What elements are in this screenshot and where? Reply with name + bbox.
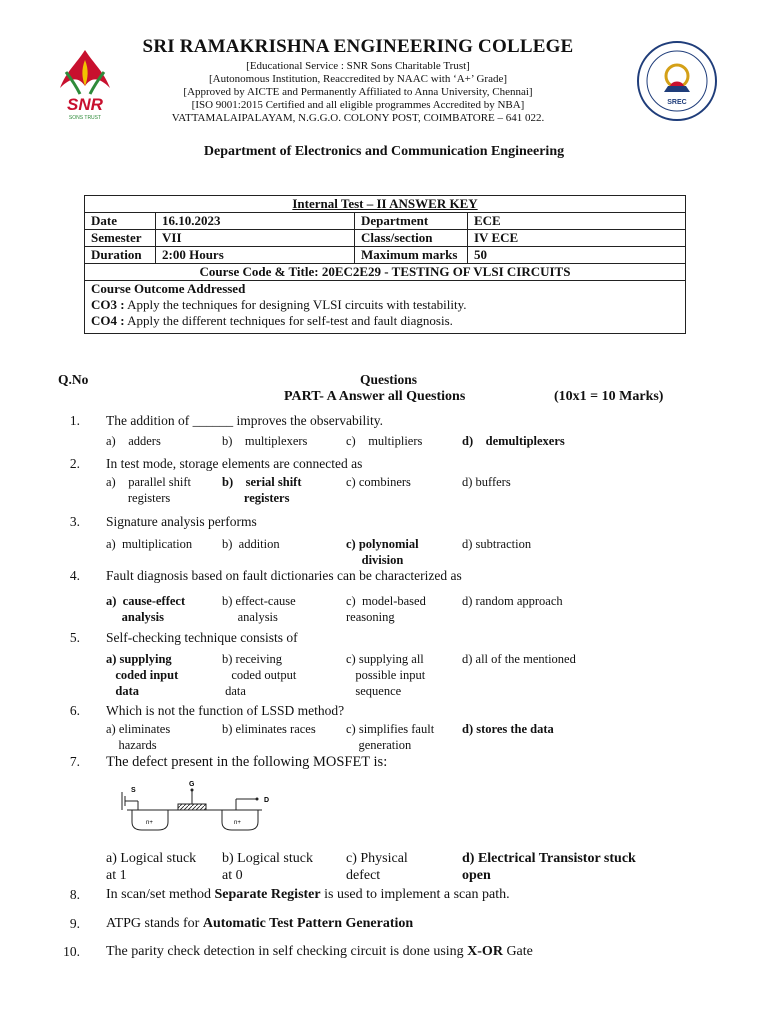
n-plus-right: n+	[234, 820, 241, 826]
class-label: Class/section	[355, 230, 468, 247]
college-logo	[46, 42, 124, 120]
option-b: b) effect-cause analysis	[222, 594, 296, 624]
option-d: d) Electrical Transistor stuck open	[462, 851, 636, 883]
department-value: ECE	[468, 213, 686, 230]
co-heading: Course Outcome Addressed	[91, 281, 246, 296]
option-c: c) Physical defect	[346, 851, 408, 883]
question-text	[106, 887, 510, 903]
option-b: b) serial shift registers	[222, 475, 302, 505]
duration-label: Duration	[85, 247, 156, 264]
question-number: 4.	[69, 568, 80, 583]
question-fragment: ATPG stands for	[106, 916, 203, 931]
option-b: b) receiving coded output data	[222, 652, 297, 698]
question-fragment: is used to implement a scan path.	[320, 887, 510, 902]
co3-label: CO3 :	[91, 297, 125, 312]
question-fragment: In scan/set method	[106, 887, 215, 902]
option-d: d) demultiplexers	[462, 434, 565, 448]
option-b: b) multiplexers	[222, 434, 308, 448]
question-number: 2.	[69, 456, 80, 471]
option-d: d) subtraction	[462, 537, 532, 551]
svg-text:SREC: SREC	[667, 99, 687, 106]
mosfet-figure	[112, 778, 282, 840]
marks-value: 50	[468, 247, 686, 264]
question-number: 1.	[69, 413, 80, 428]
answer-text: X-OR	[467, 944, 503, 959]
course-outcomes	[85, 281, 686, 334]
test-info-table	[84, 195, 686, 334]
question-number: 5.	[69, 630, 80, 645]
question-number: 3.	[69, 514, 80, 529]
option-a: a) supplying coded input data	[106, 652, 179, 698]
college-seal	[636, 40, 718, 122]
question-number: 9.	[69, 916, 80, 931]
question-text	[106, 916, 413, 932]
marks-label: Maximum marks	[355, 247, 468, 264]
option-d: d) buffers	[462, 475, 511, 489]
duration-value: 2:00 Hours	[156, 247, 355, 264]
option-c: c) multipliers	[346, 434, 423, 448]
drain-label: D	[264, 797, 270, 804]
option-a: a) multiplication	[106, 537, 193, 551]
option-d: d) all of the mentioned	[462, 652, 576, 666]
svg-text:SONS TRUST: SONS TRUST	[68, 115, 102, 120]
option-a: a) eliminates hazards	[106, 722, 171, 752]
question-text: Signature analysis performs	[106, 514, 257, 529]
option-c: c) model-based reasoning	[346, 594, 426, 624]
header-line-1: [Educational Service : SNR Sons Charitable Trust]	[246, 60, 470, 72]
semester-value: VII	[156, 230, 355, 247]
option-a: a) cause-effect analysis	[106, 594, 186, 624]
option-c: c) combiners	[346, 475, 411, 489]
answer-text: Automatic Test Pattern Generation	[202, 916, 414, 931]
semester-label: Semester	[85, 230, 156, 247]
question-number: 6.	[69, 703, 80, 718]
question-text: The defect present in the following MOSFET is:	[106, 754, 388, 770]
source-label: S	[131, 787, 136, 794]
course-title: Course Code & Title: 20EC2E29 - TESTING OF VLSI CIRCUITS	[85, 264, 686, 281]
questions-heading: Questions	[360, 372, 418, 387]
option-a: a) parallel shift registers	[106, 475, 192, 505]
question-text	[106, 944, 533, 960]
question-number: 7.	[69, 754, 80, 769]
option-c: c) simplifies fault generation	[346, 722, 435, 752]
n-plus-left: n+	[146, 820, 153, 826]
header-line-5: VATTAMALAIPALAYAM, N.G.G.O. COLONY POST, COIMBATORE – 641 022.	[171, 112, 545, 124]
option-b: b) eliminates races	[222, 722, 316, 736]
header-line-4: [ISO 9001:2015 Certified and all eligible programmes Accredited by NBA]	[191, 99, 525, 111]
date-value: 16.10.2023	[156, 213, 355, 230]
question-text: The addition of ______ improves the observability.	[106, 413, 383, 428]
co3-row	[91, 297, 679, 313]
question-text: Self-checking technique consists of	[106, 630, 298, 645]
header-line-3: [Approved by AICTE and Permanently Affiliated to Anna University, Chennai]	[183, 86, 533, 98]
option-b: b) addition	[222, 537, 280, 551]
answer-text: Separate Register	[214, 887, 321, 902]
svg-text:SNR: SNR	[67, 95, 103, 114]
option-c: c) polynomial division	[346, 537, 419, 567]
question-fragment: Gate	[502, 944, 533, 959]
part-a-heading: PART- A Answer all Questions	[284, 389, 466, 404]
gate-label: G	[189, 781, 195, 788]
option-a: a) adders	[106, 434, 161, 448]
option-d: d) stores the data	[462, 722, 554, 736]
question-text: In test mode, storage elements are connected as	[106, 456, 363, 471]
question-text: Fault diagnosis based on fault dictionaries can be characterized as	[106, 568, 462, 583]
header-line-2: [Autonomous Institution, Reaccredited by NAAC with ‘A+’ Grade]	[208, 73, 508, 85]
date-label: Date	[85, 213, 156, 230]
option-a: a) Logical stuck at 1	[106, 851, 197, 883]
college-name: SRI RAMAKRISHNA ENGINEERING COLLEGE	[142, 36, 574, 57]
question-text: Which is not the function of LSSD method?	[106, 703, 345, 718]
co4-row	[91, 313, 679, 329]
question-number: 8.	[69, 887, 80, 902]
co3-text: Apply the techniques for designing VLSI circuits with testability.	[124, 297, 467, 312]
option-b: b) Logical stuck at 0	[222, 851, 313, 883]
department-label: Department	[355, 213, 468, 230]
test-title: Internal Test – II ANSWER KEY	[85, 196, 686, 213]
co4-label: CO4 :	[91, 313, 125, 328]
option-d: d) random approach	[462, 594, 563, 608]
question-number: 10.	[63, 944, 80, 959]
co4-text: Apply the different techniques for self-test and fault diagnosis.	[124, 313, 453, 328]
option-c: c) supplying all possible input sequence	[346, 652, 426, 698]
question-fragment: The parity check detection in self checking circuit is done using	[106, 944, 468, 959]
qno-heading: Q.No	[58, 372, 89, 387]
department-title: Department of Electronics and Communication Engineering	[203, 144, 565, 159]
marks-heading: (10x1 = 10 Marks)	[554, 389, 664, 404]
class-value: IV ECE	[468, 230, 686, 247]
